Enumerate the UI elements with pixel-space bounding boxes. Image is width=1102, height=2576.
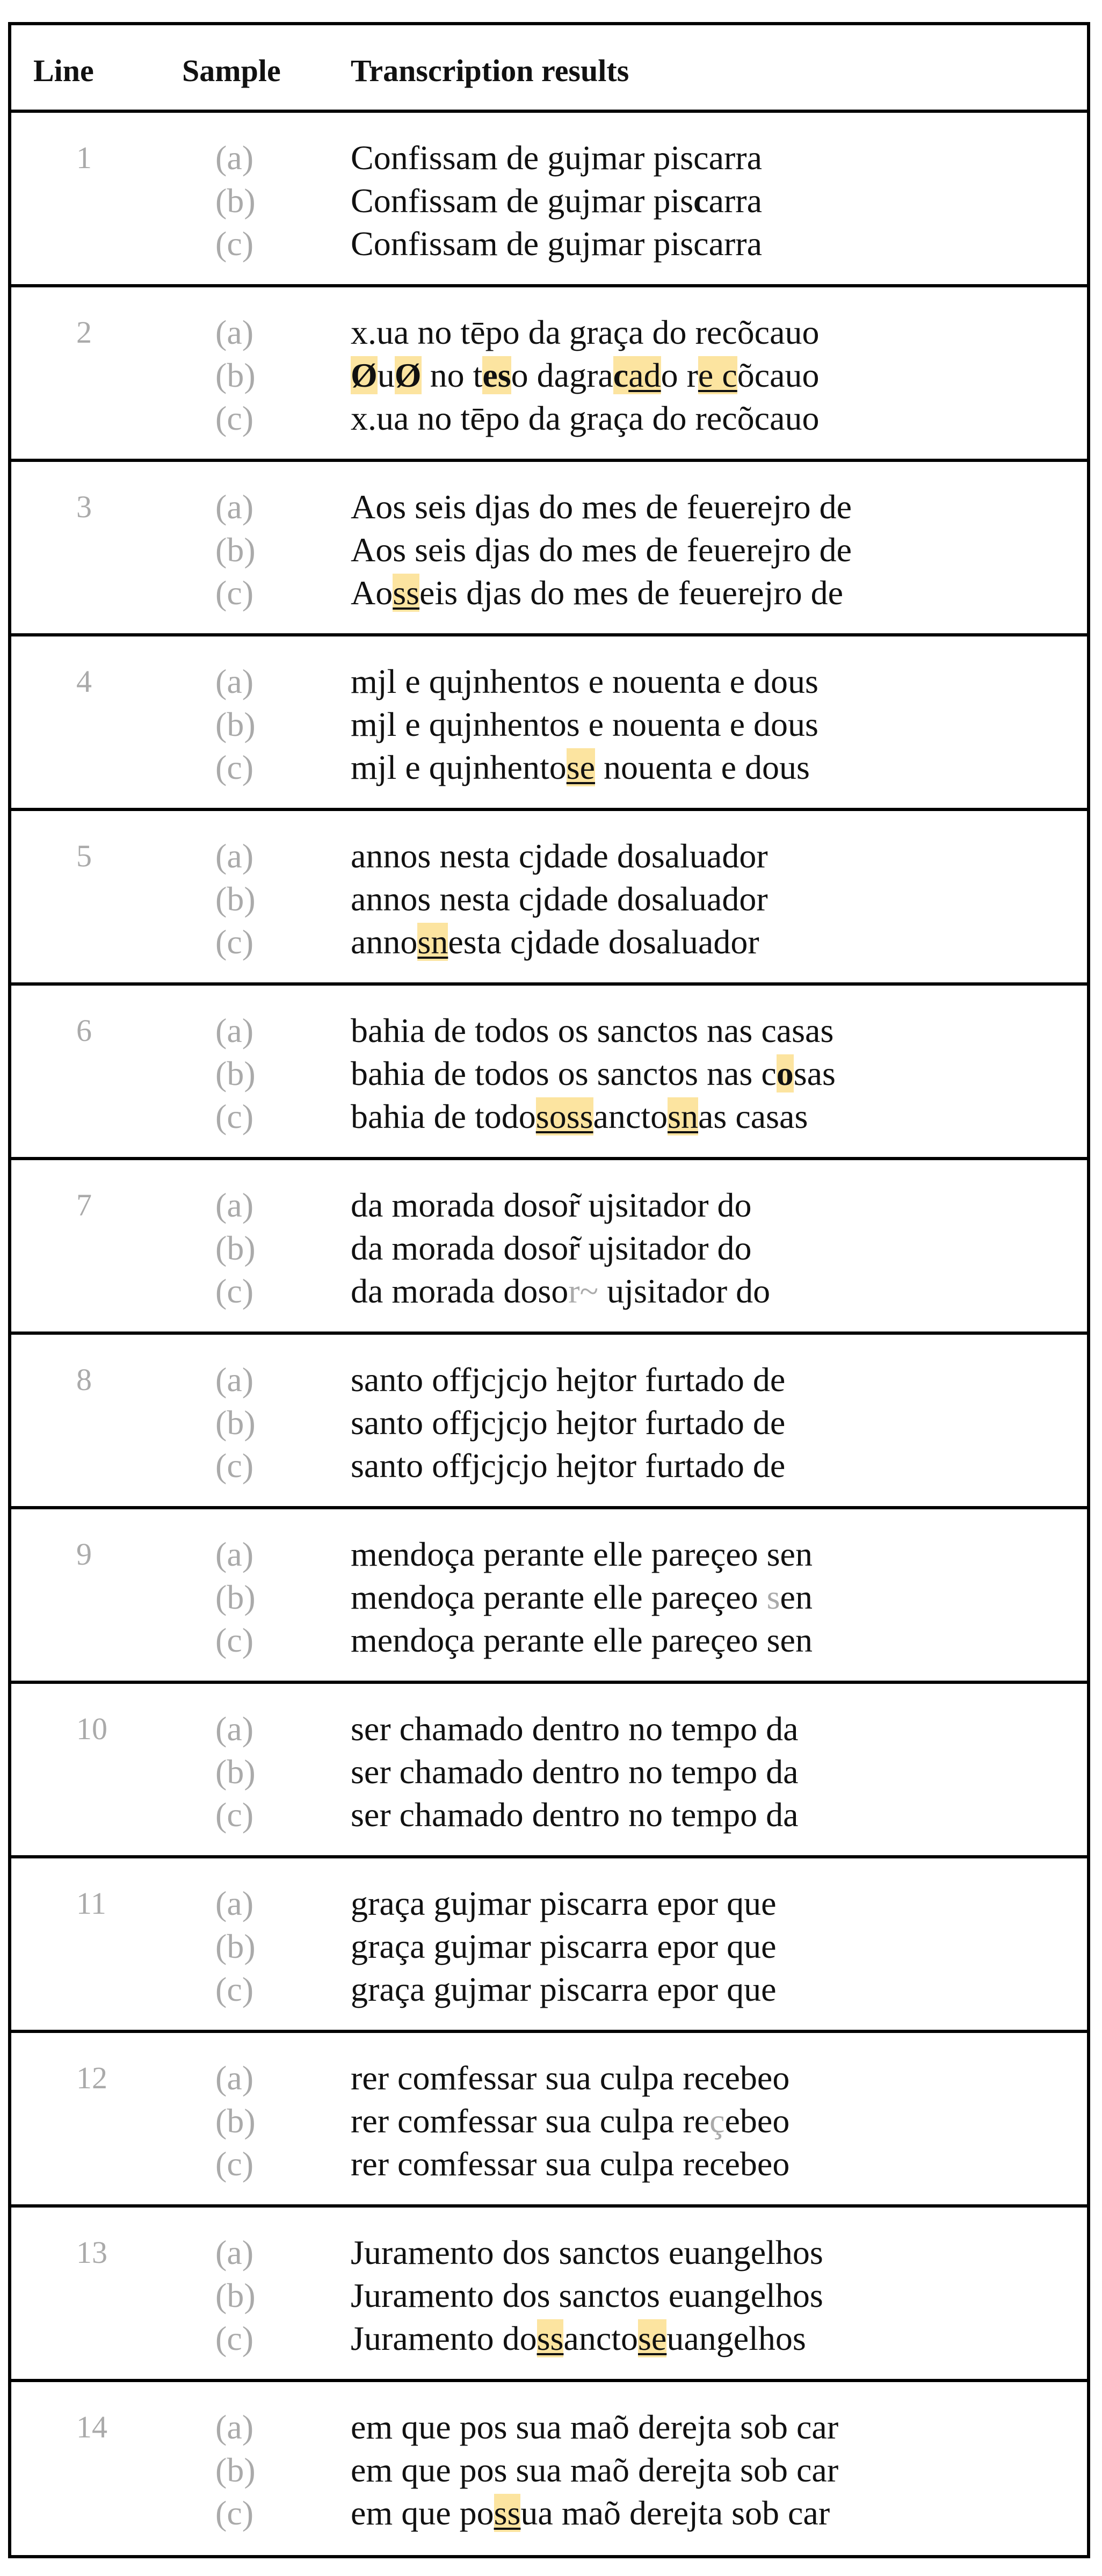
transcription-text: mendoça perante elle pareçeo sen (351, 1535, 813, 1573)
transcription-text: ser chamado dentro no tempo da (351, 1710, 799, 1748)
highlighted-difference: ad (628, 356, 661, 394)
sample-label: (c) (215, 923, 254, 961)
transcription-text: bahia de todos os sanctos nas cosas (351, 1054, 836, 1092)
transcription-text: em que pos sua maõ derejta sob car (351, 2408, 839, 2446)
transcription-text: santo offjcjcjo hejtor furtado de (351, 1403, 786, 1442)
sample-label: (a) (215, 488, 254, 526)
transcription-text: bahia de todos os sanctos nas casas (351, 1011, 834, 1050)
transcription-text: da morada dosor̃ ujsitador do (351, 1186, 752, 1224)
sample-label: (a) (215, 1884, 254, 1922)
sample-label: (c) (215, 1446, 254, 1485)
transcription-text: rer comfessar sua culpa reçebeo (351, 2102, 790, 2140)
transcription-text: santo offjcjcjo hejtor furtado de (351, 1446, 786, 1485)
transcription-text: da morada dosor̃ ujsitador do (351, 1229, 752, 1267)
transcription-text: Aos seis djas do mes de feuerejro de (351, 531, 852, 569)
highlighted-difference: soss (535, 1097, 593, 1135)
transcription-text: graça gujmar piscarra epor que (351, 1884, 777, 1922)
transcription-text: x.ua no tēpo da graça do recõcauo (351, 399, 820, 437)
highlighted-difference: se (638, 2319, 667, 2357)
sample-label: (c) (215, 1970, 254, 2008)
table-header (11, 25, 1087, 113)
sample-label: (b) (215, 1054, 256, 1092)
sample-label: (b) (215, 356, 256, 394)
sample-label: (a) (215, 837, 254, 875)
sample-label: (c) (215, 2319, 254, 2357)
sample-label: (a) (215, 1535, 254, 1573)
highlighted-difference: o (776, 1054, 794, 1092)
sample-label: (c) (215, 1621, 254, 1659)
transcription-text: mjl e qujnhentos e nouenta e dous (351, 662, 818, 700)
sample-label: (b) (215, 531, 256, 569)
transcription-text: annosnesta cjdade dosaluador (351, 923, 759, 961)
sample-label: (b) (215, 705, 256, 743)
sample-label: (b) (215, 1927, 256, 1965)
transcription-text: Aos seis djas do mes de feuerejro de (351, 488, 852, 526)
line-number: 4 (76, 664, 92, 699)
transcription-text: mendoça perante elle pareçeo sen (351, 1578, 813, 1616)
sample-label: (a) (215, 2059, 254, 2097)
sample-label: (b) (215, 2102, 256, 2140)
table-row (11, 1509, 1087, 1684)
sample-label: (a) (215, 139, 254, 177)
transcription-text: Juramento dossanctoseuangelhos (351, 2319, 806, 2357)
sample-label: (a) (215, 1011, 254, 1050)
line-number: 9 (76, 1537, 92, 1572)
transcription-text: annos nesta cjdade dosaluador (351, 837, 768, 875)
transcription-text: Confissam de gujmar piscarra (351, 182, 762, 220)
line-number: 8 (76, 1362, 92, 1397)
table-row (11, 1160, 1087, 1335)
line-number: 13 (76, 2235, 107, 2270)
sample-label: (a) (215, 2233, 254, 2271)
highlighted-difference: r~ (568, 1272, 599, 1310)
header-transcription: Transcription results (351, 53, 629, 88)
highlighted-difference: ss (393, 574, 420, 612)
sample-label: (b) (215, 1578, 256, 1616)
transcription-text: mjl e qujnhentos e nouenta e dous (351, 705, 818, 743)
highlighted-difference: ss (536, 2319, 564, 2357)
sample-label: (c) (215, 2145, 254, 2183)
transcription-text: Aosseis djas do mes de feuerejro de (351, 574, 844, 612)
sample-label: (b) (215, 1229, 256, 1267)
transcription-text: ØuØ no teso dagracado re cõcauo (351, 356, 820, 394)
highlighted-difference: se (566, 748, 596, 786)
transcription-text: ser chamado dentro no tempo da (351, 1796, 799, 1834)
sample-label: (b) (215, 2451, 256, 2489)
highlighted-difference: ç (709, 2102, 725, 2140)
transcription-text: bahia de todosossanctosnas casas (351, 1097, 808, 1135)
table-row (11, 287, 1087, 462)
sample-label: (a) (215, 662, 254, 700)
sample-label: (a) (215, 1361, 254, 1399)
transcription-text: em que pos sua maõ derejta sob car (351, 2451, 839, 2489)
transcription-text: ser chamado dentro no tempo da (351, 1753, 799, 1791)
sample-label: (c) (215, 574, 254, 612)
transcription-table (8, 22, 1090, 2558)
sample-label: (a) (215, 1710, 254, 1748)
transcription-text: rer comfessar sua culpa recebeo (351, 2145, 790, 2183)
line-number: 14 (76, 2409, 107, 2444)
line-number: 1 (76, 140, 92, 175)
sample-label: (b) (215, 1753, 256, 1791)
transcription-text: mjl e qujnhentose nouenta e dous (351, 748, 810, 786)
table-row (11, 1684, 1087, 1858)
transcription-text: da morada dosor~ ujsitador do (351, 1272, 771, 1310)
table-row (11, 462, 1087, 636)
highlighted-difference: es (482, 356, 511, 394)
table-row (11, 986, 1087, 1160)
transcription-text: Juramento dos sanctos euangelhos (351, 2233, 823, 2271)
table-row (11, 2208, 1087, 2382)
table-row (11, 636, 1087, 811)
header-line: Line (33, 53, 94, 88)
table-row (11, 811, 1087, 986)
transcription-text: rer comfessar sua culpa recebeo (351, 2059, 790, 2097)
line-number: 12 (76, 2060, 107, 2095)
sample-label: (a) (215, 313, 254, 351)
sample-label: (a) (215, 2408, 254, 2446)
transcription-text: santo offjcjcjo hejtor furtado de (351, 1361, 786, 1399)
line-number: 7 (76, 1188, 92, 1222)
sample-label: (c) (215, 399, 254, 437)
table-row (11, 113, 1087, 287)
transcription-text: annos nesta cjdade dosaluador (351, 880, 768, 918)
line-number: 5 (76, 838, 92, 873)
sample-label: (b) (215, 182, 256, 220)
transcription-text: Juramento dos sanctos euangelhos (351, 2276, 823, 2314)
line-number: 11 (76, 1886, 106, 1921)
highlighted-difference: Ø (394, 356, 422, 394)
table-row (11, 1858, 1087, 2033)
highlighted-difference: c (693, 182, 709, 220)
sample-label: (c) (215, 225, 254, 263)
sample-label: (c) (215, 1796, 254, 1834)
transcription-text: Confissam de gujmar piscarra (351, 139, 762, 177)
sample-label: (a) (215, 1186, 254, 1224)
line-number: 3 (76, 489, 92, 524)
transcription-text: graça gujmar piscarra epor que (351, 1970, 777, 2008)
line-number: 2 (76, 315, 92, 350)
table-row (11, 2382, 1087, 2557)
sample-label: (b) (215, 880, 256, 918)
sample-label: (c) (215, 748, 254, 786)
header-sample: Sample (182, 53, 281, 88)
highlighted-difference: Ø (351, 356, 378, 394)
sample-label: (b) (215, 1403, 256, 1442)
transcription-text: x.ua no tēpo da graça do recõcauo (351, 313, 820, 351)
table-row (11, 2033, 1087, 2208)
transcription-text: graça gujmar piscarra epor que (351, 1927, 777, 1965)
highlighted-difference: s (766, 1578, 780, 1616)
sample-label: (c) (215, 2494, 254, 2532)
highlighted-difference: sn (417, 923, 448, 961)
transcription-text: Confissam de gujmar piscarra (351, 225, 762, 263)
sample-label: (b) (215, 2276, 256, 2314)
highlighted-difference: ss (494, 2494, 521, 2532)
table-row (11, 1335, 1087, 1509)
highlighted-difference: sn (668, 1097, 698, 1135)
line-number: 6 (76, 1013, 92, 1048)
highlighted-difference: c (613, 356, 629, 394)
sample-label: (c) (215, 1097, 254, 1135)
line-number: 10 (76, 1711, 107, 1746)
transcription-text: em que possua maõ derejta sob car (351, 2494, 830, 2532)
highlighted-difference: e c (698, 356, 737, 394)
sample-label: (c) (215, 1272, 254, 1310)
transcription-text: mendoça perante elle pareçeo sen (351, 1621, 813, 1659)
